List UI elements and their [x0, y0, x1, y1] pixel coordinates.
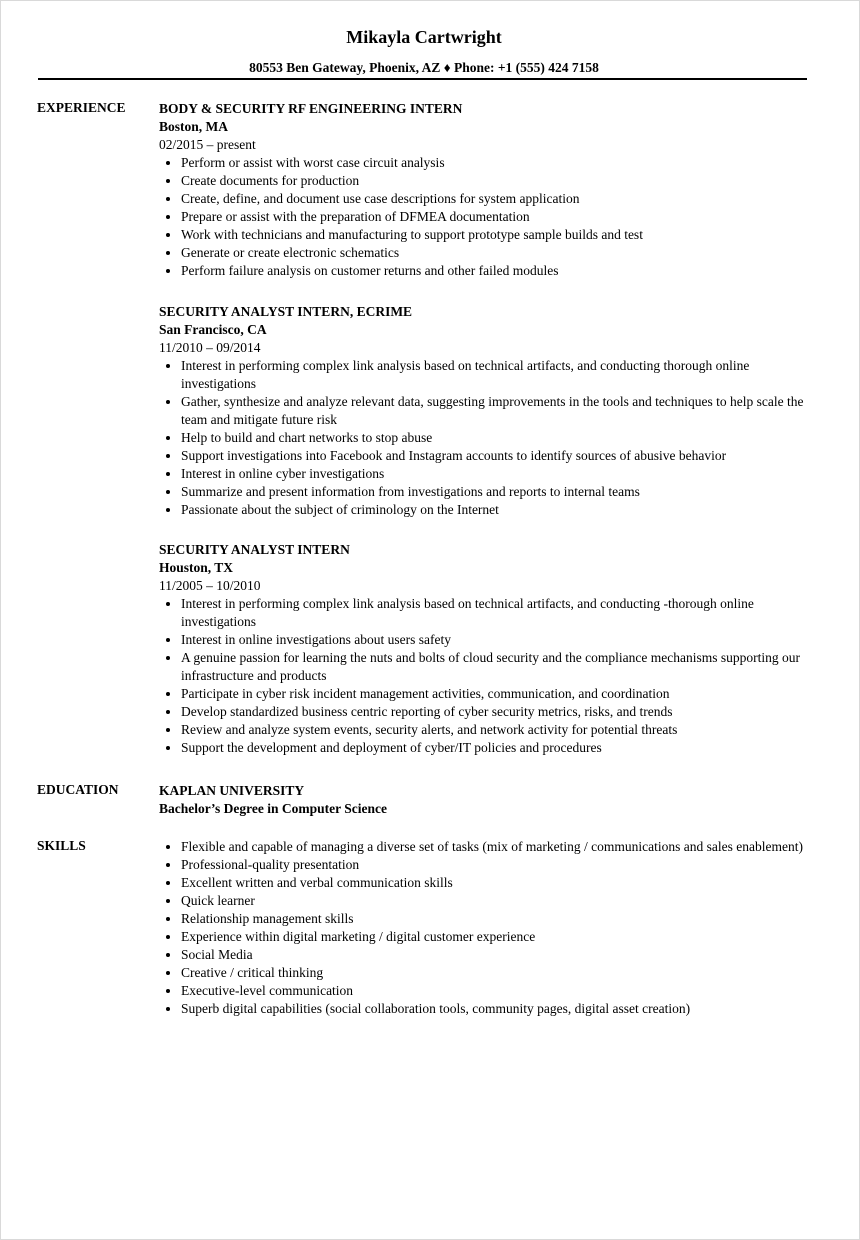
job-title: SECURITY ANALYST INTERN, ECRIME [159, 304, 413, 319]
school-name: KAPLAN UNIVERSITY [159, 783, 305, 798]
list-item: • Work with technicians and manufacturing to support prototype sample builds and test [181, 226, 819, 244]
list-item: • Summarize and present information from investigations and reports to internal teams [181, 483, 819, 501]
list-item: • Creative / critical thinking [181, 964, 819, 982]
list-item: • Quick learner [181, 892, 819, 910]
list-item: • Support investigations into Facebook and Instagram accounts to identify sources of abusive behavior [181, 447, 819, 465]
list-item: • Generate or create electronic schematics [181, 244, 819, 262]
list-item: • Prepare or assist with the preparation of DFMEA documentation [181, 208, 819, 226]
list-item: • Flexible and capable of managing a diverse set of tasks (mix of marketing / communications and sales enablement) [181, 838, 819, 856]
list-item: • Superb digital capabilities (social collaboration tools, community pages, digital asset creation) [181, 1000, 819, 1018]
job-bullets [159, 154, 819, 280]
list-item: • Review and analyze system events, security alerts, and network activity for potential threats [181, 721, 819, 739]
list-item: • Develop standardized business centric reporting of cyber security metrics, risks, and trends [181, 703, 819, 721]
contact-line: 80553 Ben Gateway, Phoenix, AZ ♦ Phone: +1 (555) 424 7158 [249, 60, 599, 75]
list-item: • Perform failure analysis on customer returns and other failed modules [181, 262, 819, 280]
list-item: • Excellent written and verbal communication skills [181, 874, 819, 892]
list-item: • Social Media [181, 946, 819, 964]
job-title: BODY & SECURITY RF ENGINEERING INTERN [159, 101, 463, 116]
list-item: • Interest in online investigations about users safety [181, 631, 819, 649]
list-item: • Gather, synthesize and analyze relevant data, suggesting improvements in the tools and techniques to help scale the team and mitigate future risk [181, 393, 819, 429]
job-location: San Francisco, CA [159, 322, 267, 337]
list-item: • Create documents for production [181, 172, 819, 190]
list-item: • Participate in cyber risk incident management activities, communication, and coordination [181, 685, 819, 703]
job-3 [159, 541, 819, 757]
list-item: • Interest in performing complex link analysis based on technical artifacts, and conducting -thorough online investigations [181, 595, 819, 631]
list-item: • Experience within digital marketing / digital customer experience [181, 928, 819, 946]
job-1 [159, 100, 819, 280]
job-bullets [159, 357, 819, 519]
education-heading: EDUCATION [37, 782, 119, 797]
resume-name: Mikayla Cartwright [346, 27, 502, 47]
job-dates: 11/2005 – 10/2010 [159, 578, 261, 593]
education-entry [159, 782, 819, 818]
header-divider [38, 78, 807, 80]
list-item: • Create, define, and document use case descriptions for system application [181, 190, 819, 208]
list-item: • Executive-level communication [181, 982, 819, 1000]
list-item: • A genuine passion for learning the nuts and bolts of cloud security and the compliance mechanisms supporting our infrastructure and products [181, 649, 819, 685]
job-location: Boston, MA [159, 119, 229, 134]
list-item: • Interest in performing complex link analysis based on technical artifacts, and conducting thorough online investigations [181, 357, 819, 393]
job-dates: 11/2010 – 09/2014 [159, 340, 261, 355]
list-item: • Professional-quality presentation [181, 856, 819, 874]
job-title: SECURITY ANALYST INTERN [159, 542, 350, 557]
list-item: • Relationship management skills [181, 910, 819, 928]
experience-heading: EXPERIENCE [37, 100, 126, 115]
job-2 [159, 303, 819, 519]
list-item: • Passionate about the subject of criminology on the Internet [181, 501, 819, 519]
list-item: • Support the development and deployment of cyber/IT policies and procedures [181, 739, 819, 757]
job-bullets [159, 595, 819, 757]
skills-list-wrapper [159, 838, 819, 1018]
skills-heading: SKILLS [37, 838, 86, 853]
skills-list [159, 838, 819, 1018]
job-location: Houston, TX [159, 560, 234, 575]
list-item: • Interest in online cyber investigations [181, 465, 819, 483]
list-item: • Help to build and chart networks to stop abuse [181, 429, 819, 447]
job-dates: 02/2015 – present [159, 137, 256, 152]
degree: Bachelor’s Degree in Computer Science [159, 801, 387, 816]
list-item: • Perform or assist with worst case circuit analysis [181, 154, 819, 172]
